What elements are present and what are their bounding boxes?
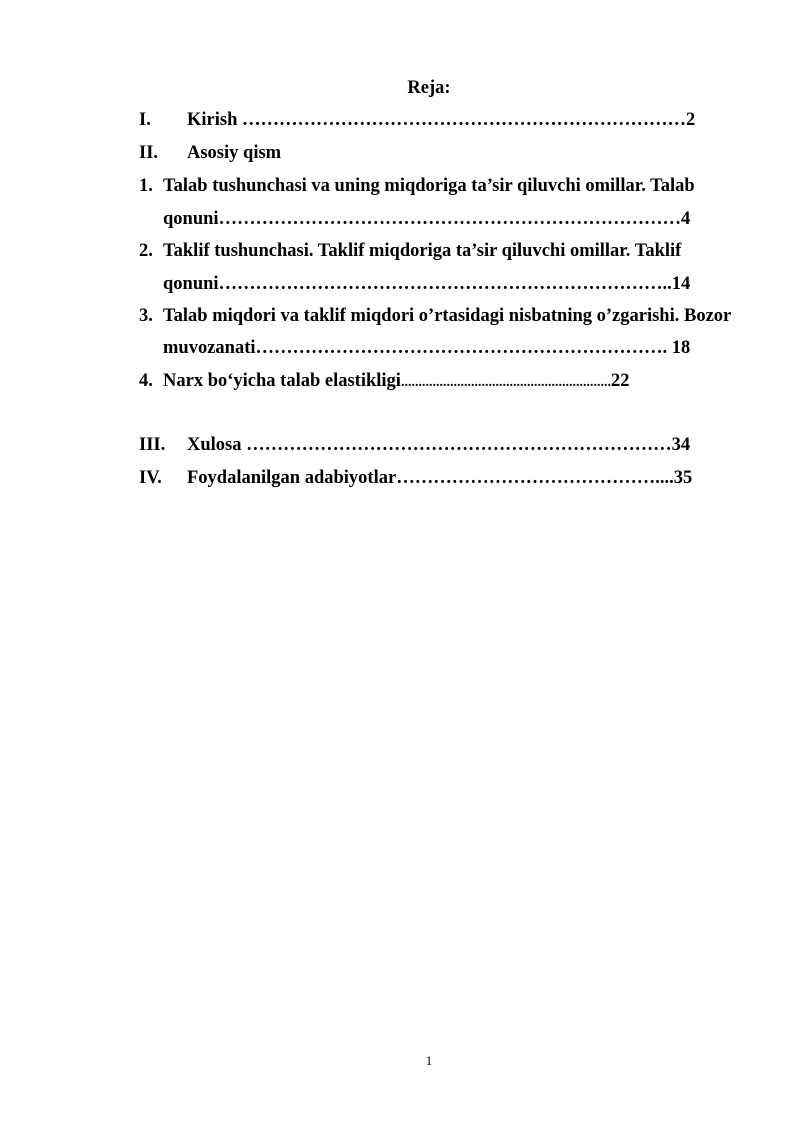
toc-number: 2. — [139, 241, 153, 261]
toc-item-3 — [139, 304, 779, 328]
toc-page-ref: 22 — [610, 371, 630, 391]
toc-text: Asosiy qism — [187, 143, 282, 163]
toc-item-kirish — [139, 108, 739, 132]
toc-leader-dots: ............................................................ — [400, 375, 611, 390]
toc-number: 3. — [139, 306, 153, 326]
toc-text-continuation: qonuni…………………………………………………………………4 — [163, 209, 691, 229]
toc-item-xulosa — [139, 433, 739, 457]
toc-text: Taklif tushunchasi. Taklif miqdoriga ta’sir qiluvchi omillar. Taklif — [163, 241, 682, 261]
toc-text-continuation: muvozanati…………………………………………………………. 18 — [163, 338, 691, 358]
toc-text: Talab tushunchasi va uning miqdoriga ta’sir qiluvchi omillar. Talab — [163, 176, 695, 196]
toc-text: Foydalanilgan adabiyotlar……………………………………....35 — [187, 468, 693, 488]
toc-item-asosiy-qism — [139, 141, 739, 165]
toc-text: Talab miqdori va taklif miqdori o’rtasidagi nisbatning o’zgarishi. Bozor — [163, 306, 732, 326]
toc-item-2-continuation — [163, 272, 690, 296]
page-number: 1 — [425, 1053, 433, 1068]
toc-item-adabiyotlar — [139, 466, 739, 490]
toc-text: Kirish ………………………………………………………………2 — [187, 110, 696, 130]
toc-number: III. — [139, 435, 166, 455]
toc-number: I. — [139, 110, 151, 130]
toc-item-1-continuation — [163, 207, 690, 231]
toc-text-continuation: qonuni………………………………………………………………..14 — [163, 274, 691, 294]
toc-text: Narx bo‘yicha talab elastikligi — [163, 371, 401, 391]
toc-item-2 — [139, 239, 779, 263]
toc-number: IV. — [139, 468, 162, 488]
toc-item-3-continuation — [163, 336, 690, 360]
toc-item-4 — [139, 369, 779, 393]
toc-number: 4. — [139, 371, 153, 391]
toc-text: Xulosa ……………………………………………………………34 — [187, 435, 691, 455]
toc-number: 1. — [139, 176, 153, 196]
toc-item-1 — [139, 174, 779, 198]
toc-text-group — [163, 369, 629, 395]
page-title: Reja: — [407, 78, 451, 98]
toc-number: II. — [139, 143, 159, 163]
